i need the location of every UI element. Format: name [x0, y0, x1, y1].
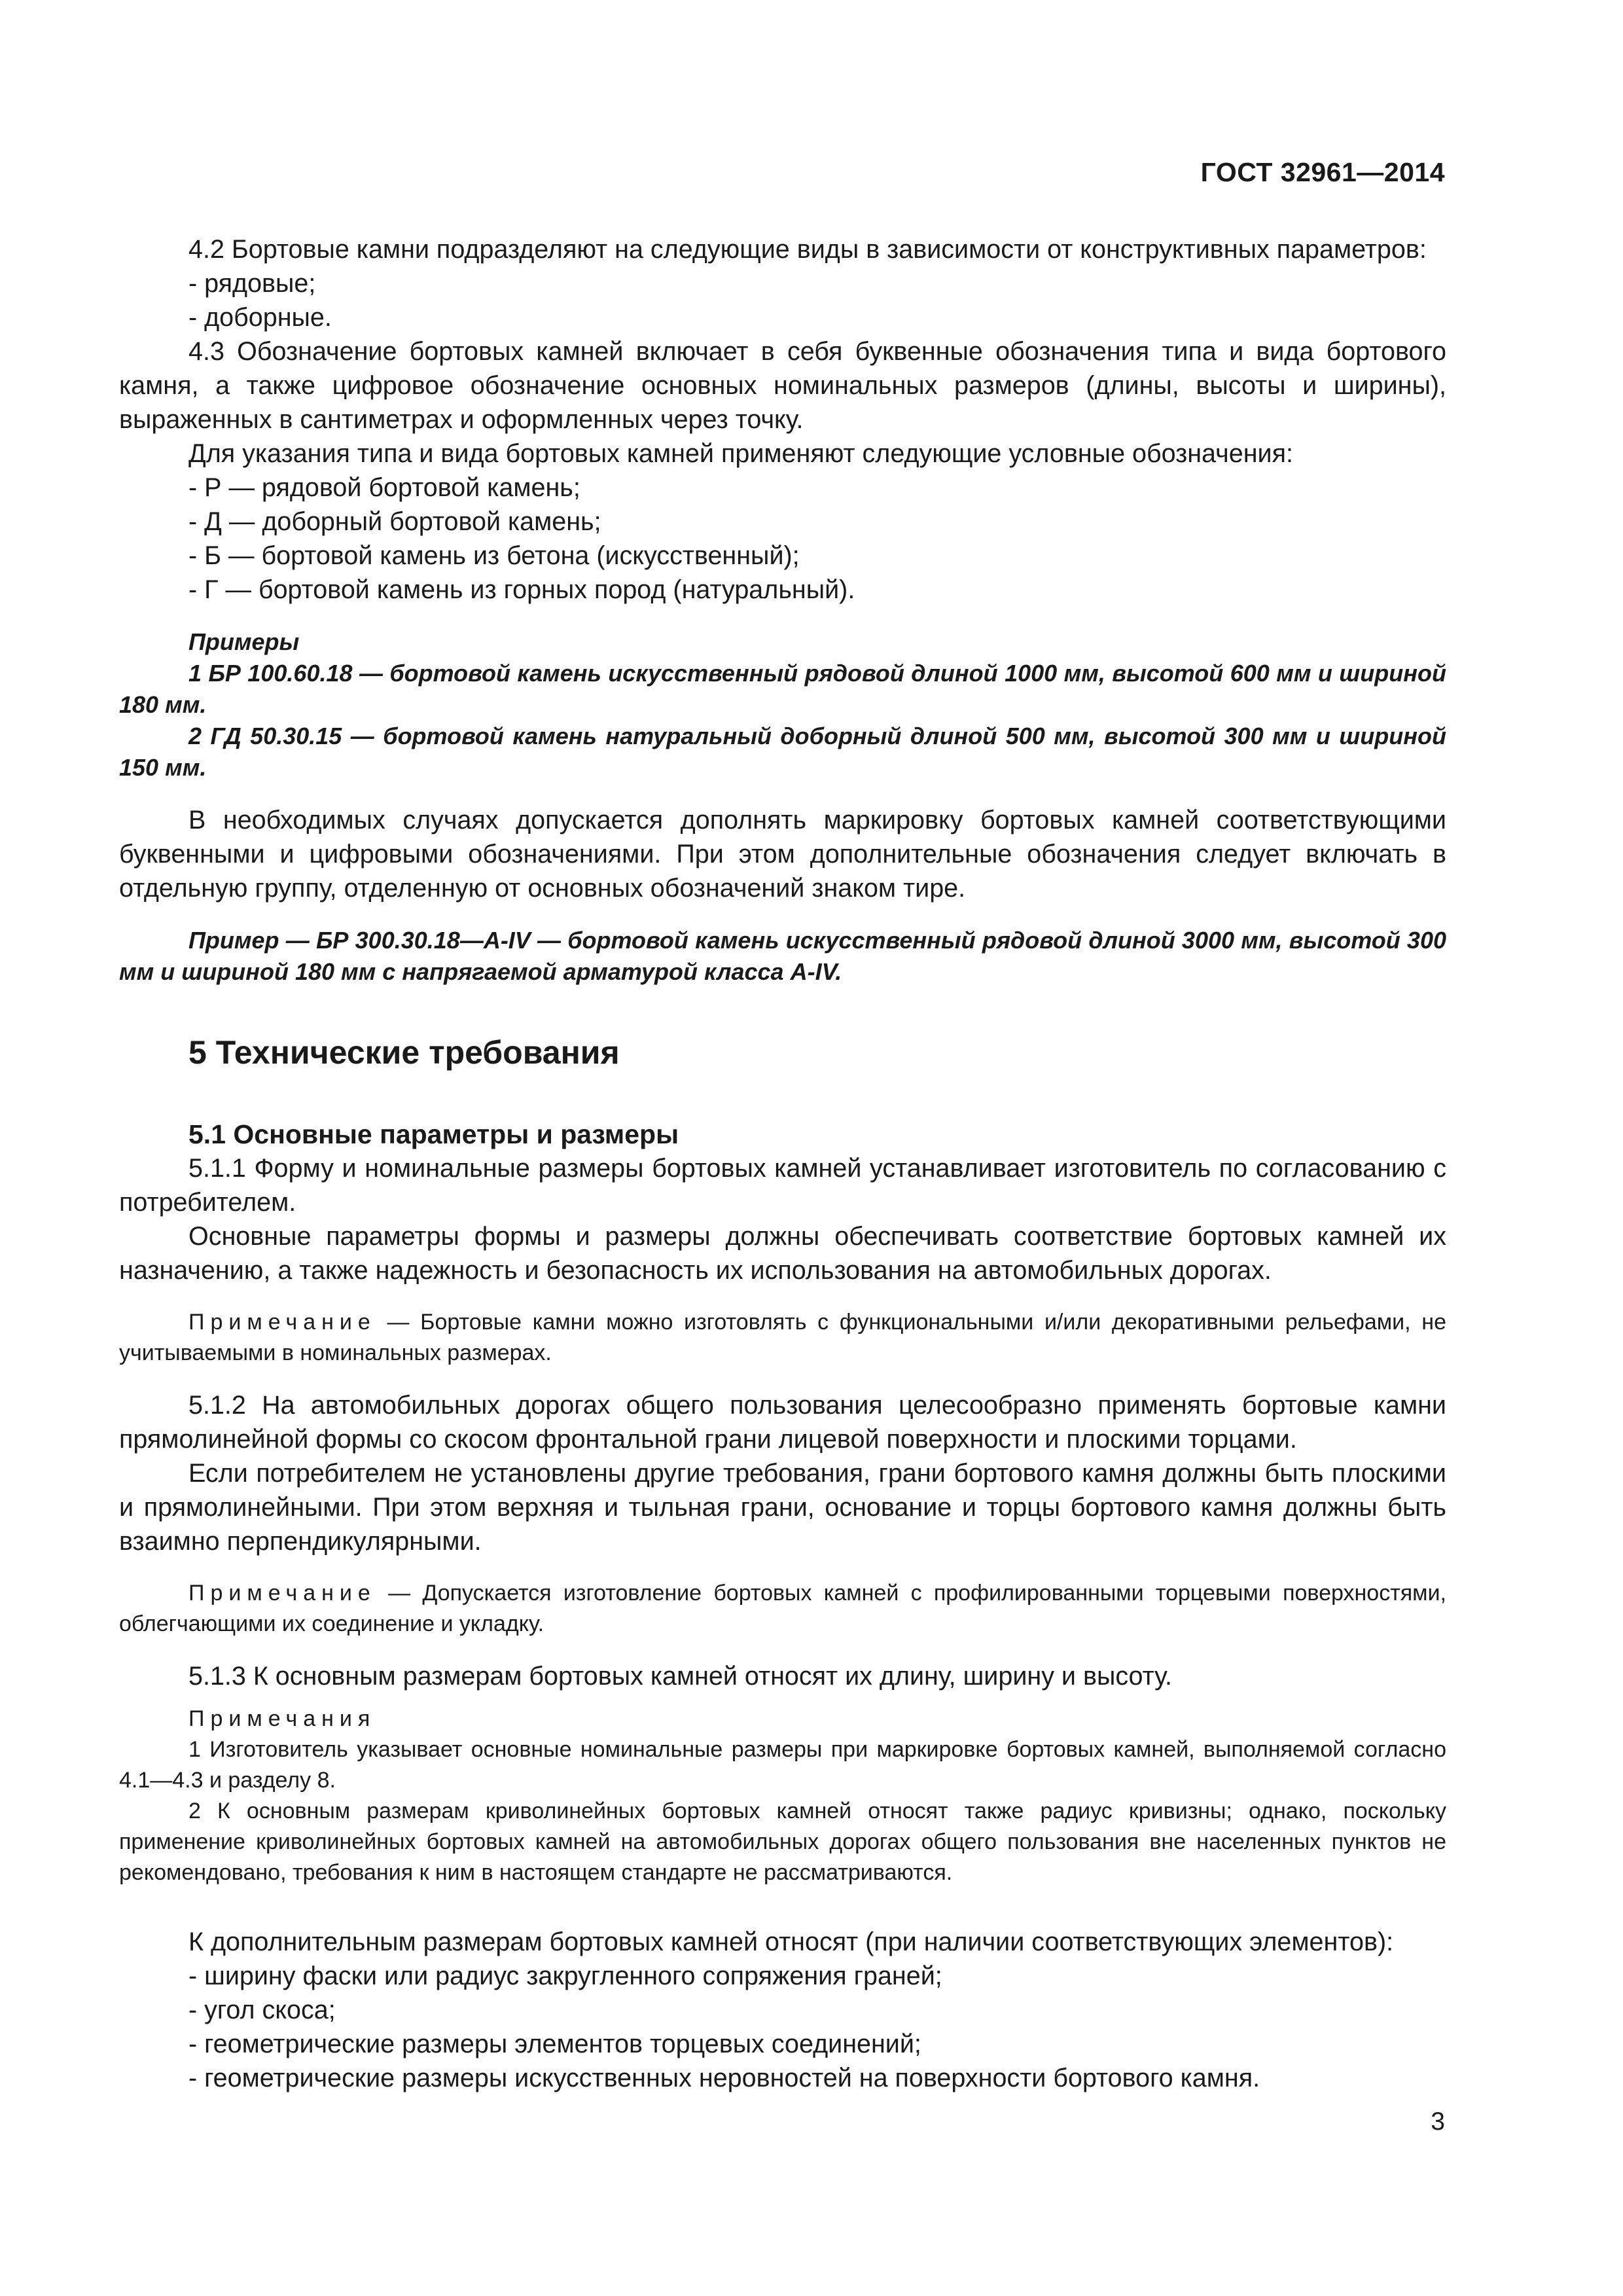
clause-5-1-1: 5.1.1 Форму и номинальные размеры бортовых камней устанавливает изготовитель по согласованию с потребителем.: [119, 1154, 1446, 1217]
additional-intro: К дополнительным размерам бортовых камней относят (при наличии соответствующих элементов):: [188, 1928, 1394, 1956]
note-label: Примечание: [188, 1581, 376, 1605]
list-item: - Д — доборный бортовой камень;: [188, 507, 601, 536]
page-content: [119, 232, 1446, 2095]
page-number: 3: [1431, 2108, 1445, 2136]
example-item: 1 БР 100.60.18 — бортовой камень искусственный рядовой длиной 1000 мм, высотой 600 мм и шириной 180 мм.: [119, 660, 1446, 718]
document-code: ГОСТ 32961—2014: [1200, 157, 1445, 187]
list-item: - угол скоса;: [188, 1996, 336, 2024]
clause-5-1-2-text: Если потребителем не установлены другие требования, грани бортового камня должны быть плоскими и прямолинейными. При этом верхняя и тыльная грани, основание и торцы бортового камня должны быть взаимно перпендикулярными.: [119, 1459, 1446, 1556]
notes-label: Примечания: [188, 1706, 376, 1731]
section-5-title: 5 Технические требования: [188, 1034, 620, 1071]
list-item: - доборные.: [188, 303, 332, 332]
example-single: Пример — БР 300.30.18—A-IV — бортовой камень искусственный рядовой длиной 3000 мм, высотой 300 мм и шириной 180 мм с напрягаемой арматурой класса A-IV.: [119, 927, 1446, 985]
list-item: - Р — рядовой бортовой камень;: [188, 473, 580, 502]
marking-paragraph: В необходимых случаях допускается дополнять маркировку бортовых камней соответствующими буквенными и цифровыми обозначениями. При этом дополнительные обозначения следует включать в отдельную группу, отделенную от основных обозначений знаком тире.: [119, 806, 1446, 903]
note-item: 2 К основным размерам криволинейных бортовых камней относят также радиус кривизны; однако, поскольку применение криволинейных бортовых камней на автомобильных дорогах общего пользования вне населенных пунктов не рекомендовано, требования к ним в настоящем стандарте не рассматриваются.: [119, 1799, 1446, 1885]
clause-5-1-3: 5.1.3 К основным размерам бортовых камней относят их длину, ширину и высоту.: [188, 1662, 1172, 1691]
designation-intro: Для указания типа и вида бортовых камней применяют следующие условные обозначения:: [188, 439, 1293, 468]
list-item: - геометрические размеры элементов торцевых соединений;: [188, 2030, 921, 2058]
list-item: - Г — бортовой камень из горных пород (натуральный).: [188, 575, 855, 604]
note-5-1-2: [119, 1578, 1446, 1640]
clause-5-1-2: 5.1.2 На автомобильных дорогах общего пользования целесообразно применять бортовые камни прямолинейной формы со скосом фронтальной грани лицевой поверхности и плоскими торцами.: [119, 1391, 1446, 1454]
note-text: — Бортовые камни можно изготовлять с функциональными и/или декоративными рельефами, не учитываемыми в номинальных размерах.: [119, 1310, 1446, 1365]
note-5-1-1: [119, 1307, 1446, 1369]
subsection-5-1-title: 5.1 Основные параметры и размеры: [188, 1119, 679, 1149]
list-item: - геометрические размеры искусственных неровностей на поверхности бортового камня.: [188, 2064, 1260, 2092]
note-text: — Допускается изготовление бортовых камней с профилированными торцевыми поверхностями, облегчающими их соединение и укладку.: [119, 1581, 1446, 1636]
list-item: - ширину фаски или радиус закругленного сопряжения граней;: [188, 1962, 942, 1990]
clause-4-3: 4.3 Обозначение бортовых камней включает в себя буквенные обозначения типа и вида бортового камня, а также цифровое обозначение основных номинальных размеров (длины, высоты и ширины), выраженных в сантиметрах и оформленных через точку.: [119, 337, 1446, 434]
clause-5-1-1-text: Основные параметры формы и размеры должны обеспечивать соответствие бортовых камней их назначению, а также надежность и безопасность их использования на автомобильных дорогах.: [119, 1222, 1446, 1285]
examples-title: Примеры: [188, 628, 300, 655]
list-item: - Б — бортовой камень из бетона (искусственный);: [188, 541, 800, 570]
note-label: Примечание: [188, 1310, 376, 1335]
note-item: 1 Изготовитель указывает основные номинальные размеры при маркировке бортовых камней, выполняемой согласно 4.1—4.3 и разделу 8.: [119, 1737, 1446, 1793]
list-item: - рядовые;: [188, 269, 316, 298]
example-item: 2 ГД 50.30.15 — бортовой камень натуральный доборный длиной 500 мм, высотой 300 мм и шириной 150 мм.: [119, 723, 1446, 781]
clause-4-2: 4.2 Бортовые камни подразделяют на следующие виды в зависимости от конструктивных параметров:: [188, 235, 1427, 264]
